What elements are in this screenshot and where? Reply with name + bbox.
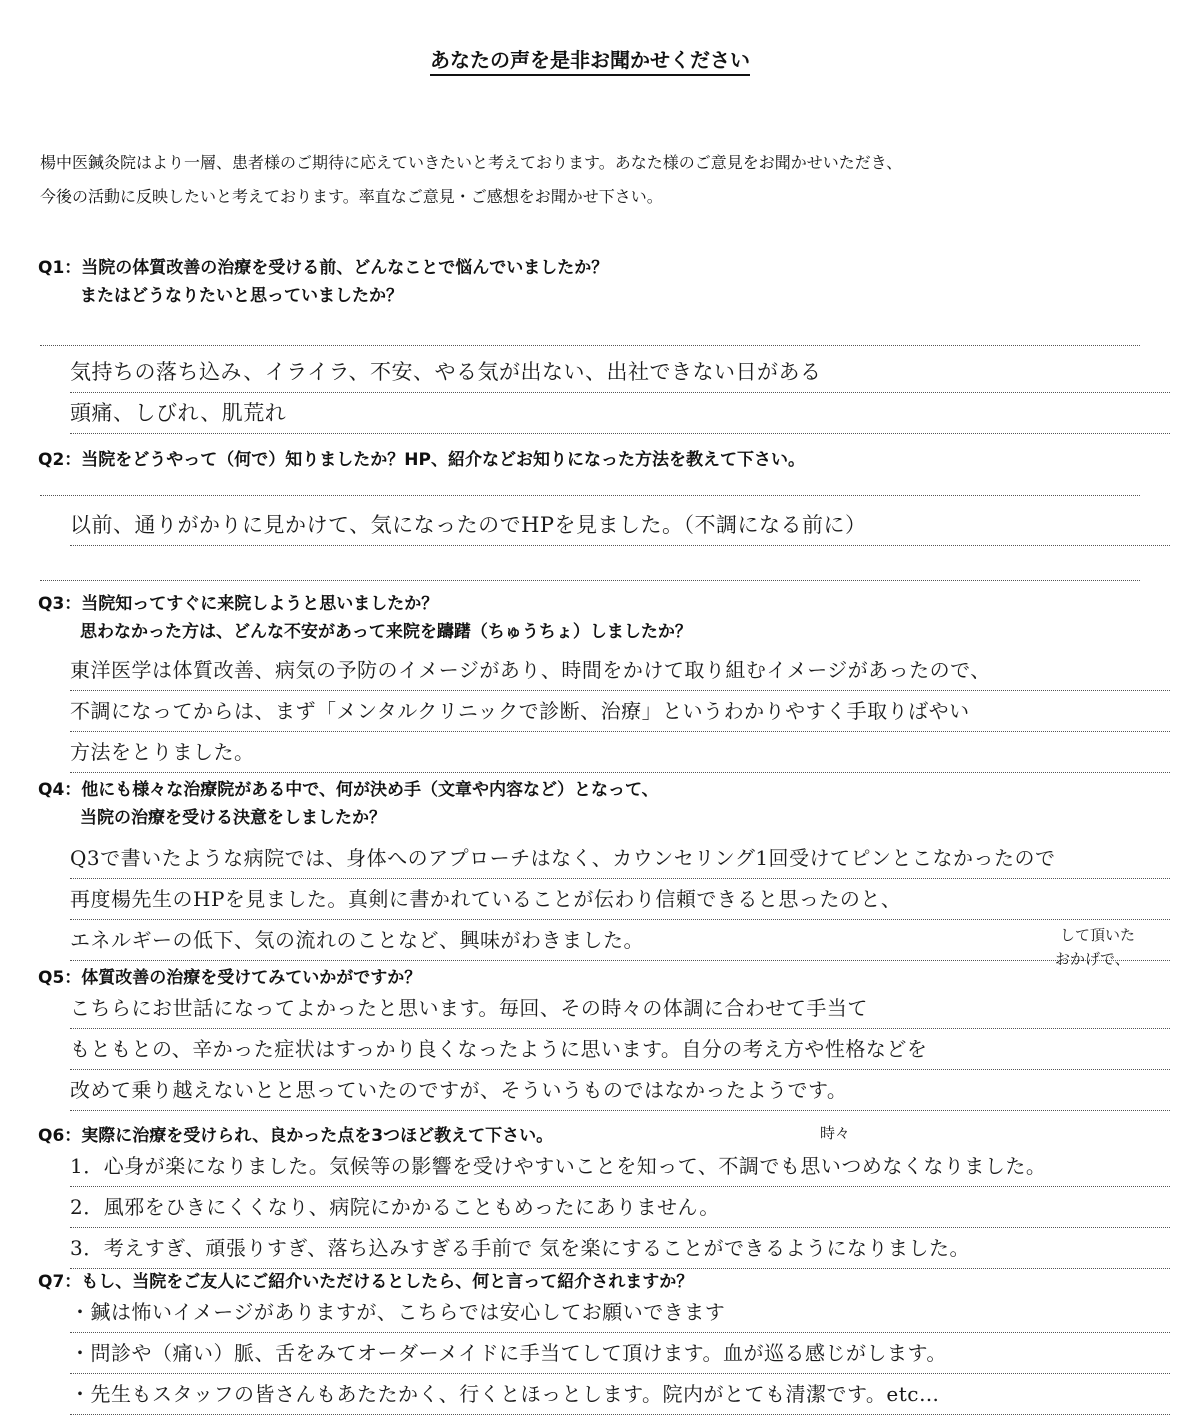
answer-line-text: エネルギーの低下、気の流れのことなど、興味がわきました。 [70,920,1170,961]
page-title [0,44,1180,73]
question-sub: 思わなかった方は、どんな不安があって来院を躊躇（ちゅうちょ）しましたか？ [80,622,692,642]
intro-text [40,146,1150,214]
insert-note: 時々 [820,1124,851,1142]
question-label: Q7：もし、当院をご友人にご紹介いただけるとしたら、何と言って紹介されますか？ [38,1272,694,1292]
answer-line-text: 再度楊先生のHPを見ました。真剣に書かれていることが伝わり信頼できると思ったのと、 [70,879,1170,920]
question-label: Q6：実際に治療を受けられ、良かった点を3つほど教えて下さい。 [38,1126,554,1146]
answer-line-text: 1．心身が楽になりました。気候等の影響を受けやすいことを知って、不調でも思いつめなくなりました。 [70,1146,1170,1187]
question-label: Q3：当院知ってすぐに来院しようと思いましたか？ [38,594,439,614]
question-label: Q5：体質改善の治療を受けてみていかがですか？ [38,968,422,988]
answer-line-text: 頭痛、しびれ、肌荒れ [70,393,1170,434]
answer-line-text: Q3で書いたような病院では、身体へのアプローチはなく、カウンセリング1回受けてピンとこなかったので [70,838,1170,879]
question-label: Q4：他にも様々な治療院がある中で、何が決め手（文章や内容など）となって、 [38,780,659,800]
answer-line-text: 3．考えすぎ、頑張りすぎ、落ち込みすぎる手前で 気を楽にすることができるようになりました。 [70,1228,1170,1269]
answer-line-text: 不調になってからは、まず「メンタルクリニックで診断、治療」というわかりやすく手取りばやい [70,691,1170,732]
answer-2 [70,505,1170,546]
question-label: Q2：当院をどうやって（何で）知りましたか？HP、紹介などお知りになった方法を教えて下さい。 [38,450,805,470]
answer-line-text: 改めて乗り越えないとと思っていたのですが、そういうものではなかったようです。 [70,1070,1170,1111]
answer-line-text: 気持ちの落ち込み、イライラ、不安、やる気が出ない、出社できない日がある [70,352,1170,393]
answer-line [40,495,1140,496]
margin-note: おかげで、 [1055,950,1130,968]
intro-line: 今後の活動に反映したいと考えております。率直なご意見・ご感想をお聞かせ下さい。 [40,187,663,206]
intro-line: 楊中医鍼灸院はより一層、患者様のご期待に応えていきたいと考えております。あなた様のご意見をお聞かせいただき、 [40,153,903,172]
answer-line [40,580,1140,581]
question-sub: 当院の治療を受ける決意をしましたか？ [80,808,386,828]
answer-line-text: 東洋医学は体質改善、病気の予防のイメージがあり、時間をかけて取り組むイメージがあったので、 [70,650,1170,691]
answer-line-text: こちらにお世話になってよかったと思います。毎回、その時々の体調に合わせて手当て [70,988,1170,1029]
answer-line-text: ・問診や（痛い）脈、舌をみてオーダーメイドに手当てして頂けます。血が巡る感じがします。 [70,1333,1170,1374]
title-text: あなたの声を是非お聞かせください [430,48,750,76]
answer-7 [70,1292,1170,1415]
answer-6 [70,1146,1170,1269]
question-4 [38,776,1148,832]
question-3 [38,590,1148,646]
answer-4 [70,838,1170,961]
question-2 [38,446,1148,474]
margin-note: して頂いた [1060,926,1136,944]
answer-line-text: 以前、通りがかりに見かけて、気になったのでHPを見ました。（不調になる前に） [70,505,1170,546]
question-label: Q1：当院の体質改善の治療を受ける前、どんなことで悩んでいましたか？ [38,258,609,278]
answer-line-text: ・先生もスタッフの皆さんもあたたかく、行くとほっとします。院内がとても清潔です。etc… [70,1374,1170,1415]
question-1 [38,254,1148,310]
answer-1 [70,352,1170,434]
answer-line-text: 2．風邪をひきにくくなり、病院にかかることもめったにありません。 [70,1187,1170,1228]
answer-line [40,345,1140,346]
answer-line-text: 方法をとりました。 [70,732,1170,773]
answer-line-text: もともとの、辛かった症状はすっかり良くなったように思います。自分の考え方や性格などを [70,1029,1170,1070]
question-sub: またはどうなりたいと思っていましたか？ [80,286,403,306]
answer-5 [70,988,1170,1111]
answer-line-text: ・鍼は怖いイメージがありますが、こちらでは安心してお願いできます [70,1292,1170,1333]
answer-3 [70,650,1170,773]
